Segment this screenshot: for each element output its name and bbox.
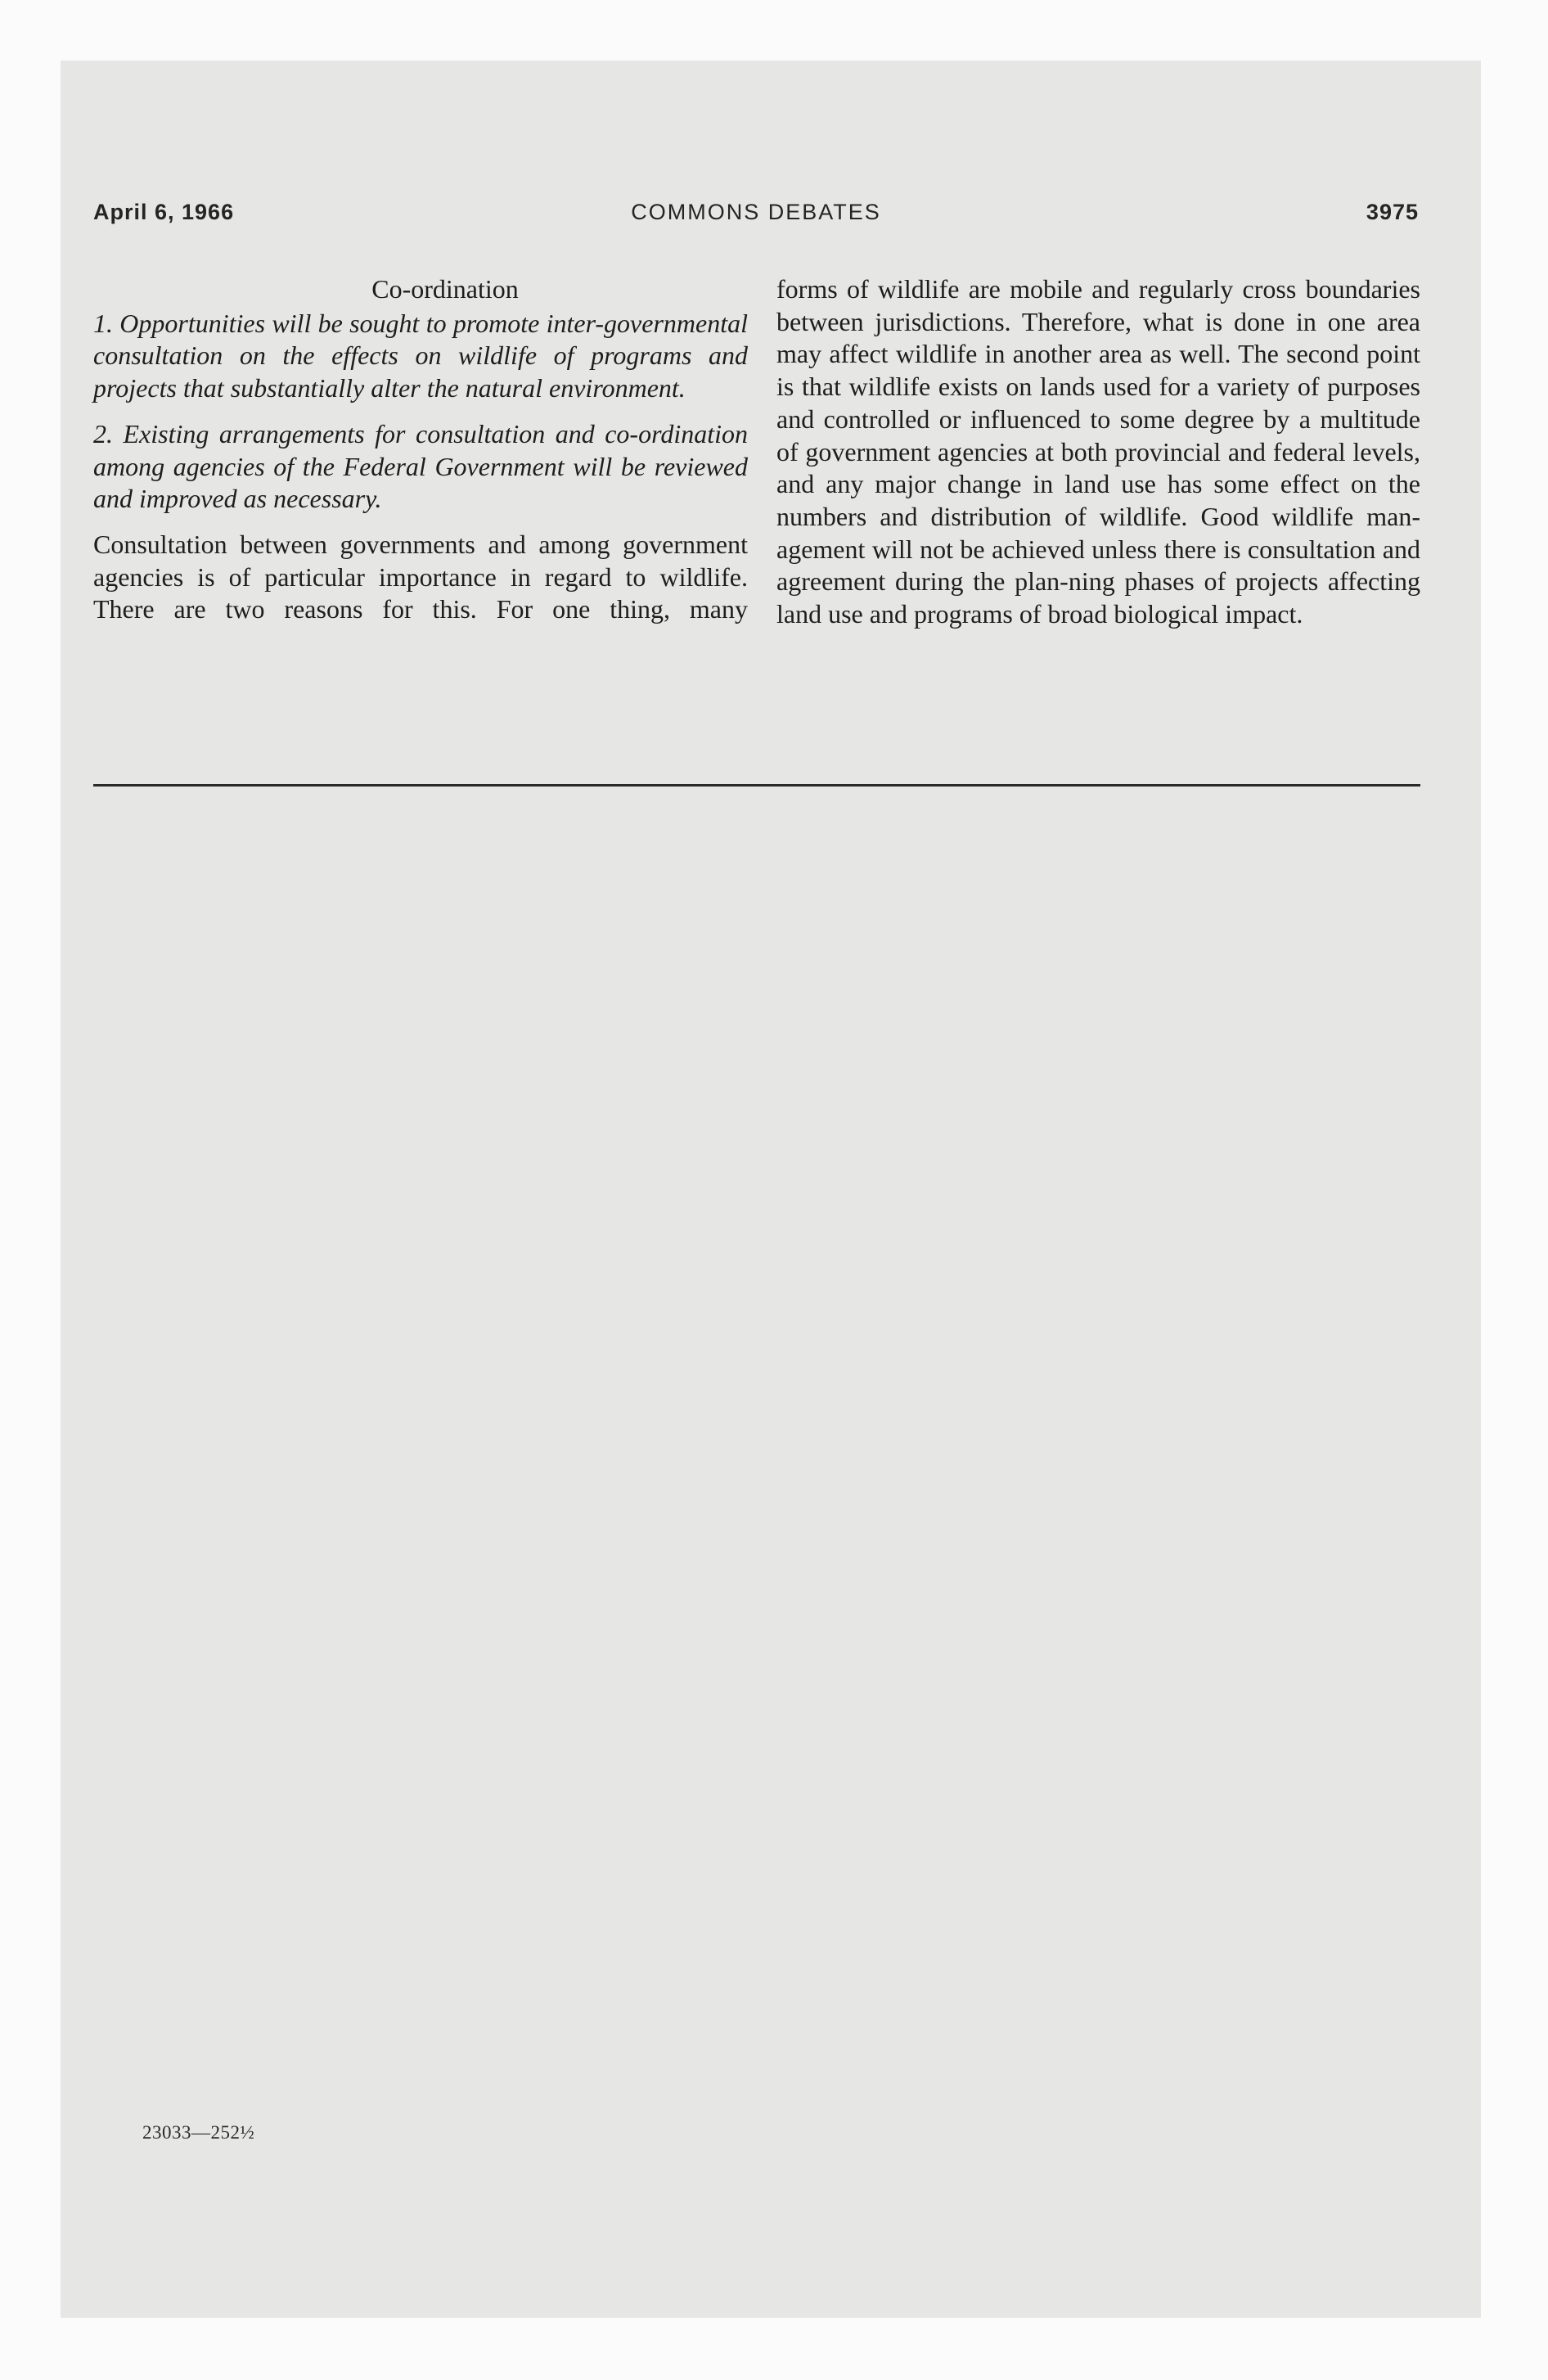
footer-printer-code: 23033—252½ [142,2122,255,2143]
left-column [93,273,748,626]
running-header [93,200,1419,232]
section-end-rule [93,784,1420,787]
policy-item-1: 1. Opportunities will be sought to promote inter-governmental consultation on the effects on wildlife of programs and projects that substantially alter the natural environment. [93,308,748,403]
body-paragraph-continued: forms of wildlife are mobile and regularly cross boundaries between jurisdictions. Therefore, what is done in one area may affect wildlife in another area as well. The second point is that wildlife exists on lands used for a variety of purposes and controlled or influenced to some degree by a multitude of government agencies at both provincial and federal levels, and any major change in land use has some effect on the numbers and distribution of wildlife. Good wildlife man-agement will not be achieved unless there is consultation and agreement during the plan-ning phases of projects affecting land use and programs of broad biological impact. [776,274,1420,629]
right-column [776,273,1420,631]
header-date: April 6, 1966 [93,200,235,224]
header-title: COMMONS DEBATES [631,200,881,224]
policy-item-2: 2. Existing arrangements for consultation and co-ordination among agencies of the Federal Government will be reviewed and improved as necessary. [93,418,748,514]
section-heading: Co-ordination [371,274,519,304]
header-page-number: 3975 [1366,200,1419,224]
body-paragraph: Consultation between governments and among government agencies is of particular importance in regard to wildlife. There are two reasons for this. For one thing, many [93,529,748,624]
